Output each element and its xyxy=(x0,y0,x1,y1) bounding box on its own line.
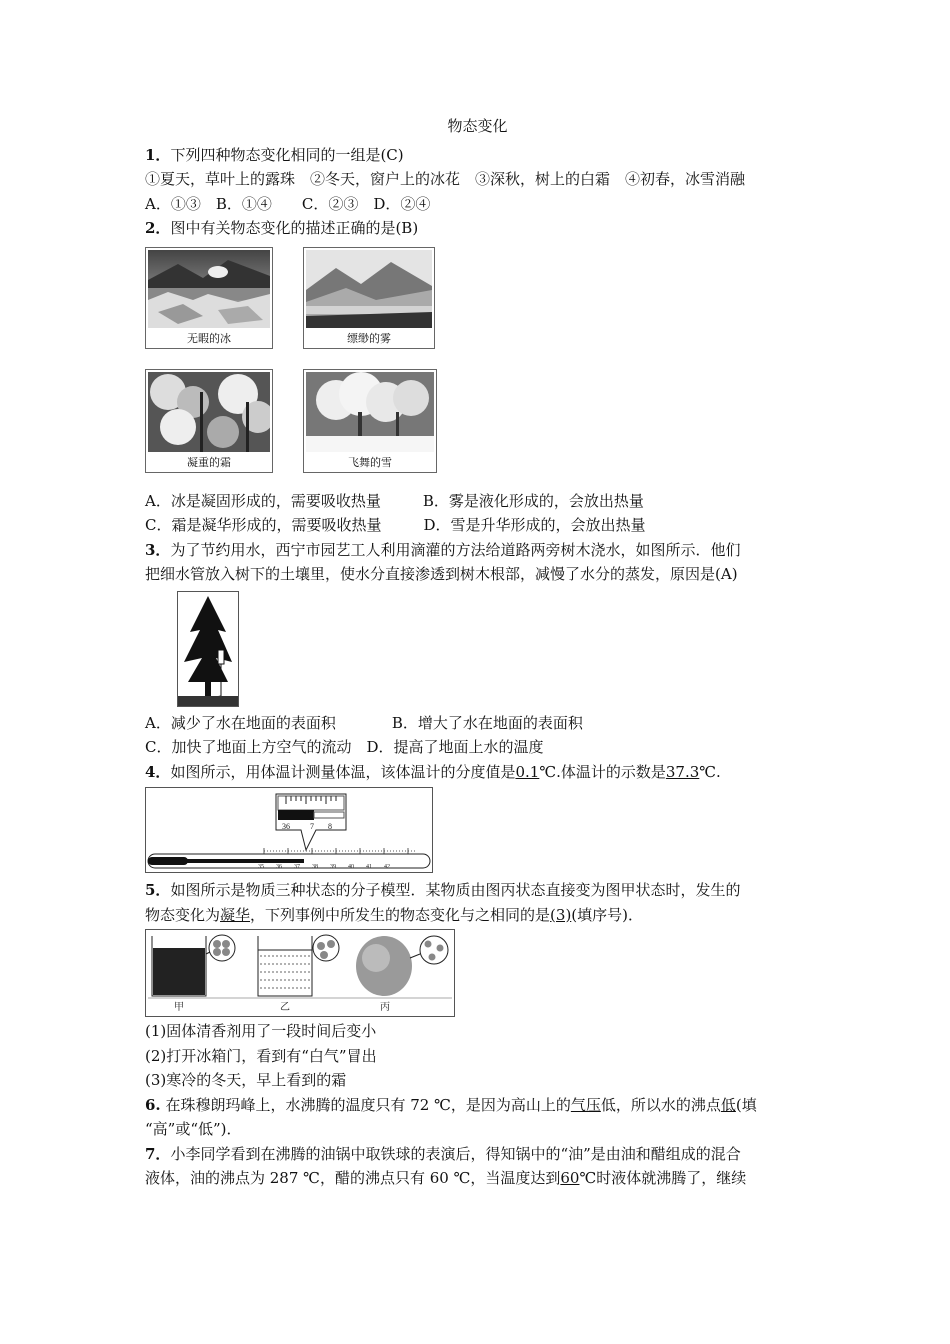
q4-text-mid: ℃.体温计的示数是 xyxy=(539,762,666,781)
q3-options-cd: C．加快了地面上方空气的流动 D．提高了地面上水的温度 xyxy=(145,738,544,756)
q2-option-c: C．霜是凝华形成的，需要吸收热量 xyxy=(145,516,382,534)
q2-option-d: D．雪是升华形成的，会放出热量 xyxy=(423,516,646,534)
q4-stem xyxy=(145,760,810,785)
label-jia: 甲 xyxy=(174,1002,184,1013)
q6-text-post: (填 xyxy=(735,1095,757,1114)
page-title: 物态变化 xyxy=(447,117,508,135)
tree-image xyxy=(178,592,238,706)
q2-options-ab xyxy=(145,489,810,514)
q6-stem-1 xyxy=(145,1093,810,1118)
q1-items: ①夏天，草叶上的露珠 ②冬天，窗户上的冰花 ③深秋，树上的白霜 ④初春，冰雪消融 xyxy=(145,170,746,188)
q3-option-b: B．增大了水在地面的表面积 xyxy=(391,713,583,732)
q3-option-a: A．减少了水在地面的表面积 xyxy=(145,713,336,732)
q3-line1: 为了节约用水，西宁市园艺工人利用滴灌的方法给道路两旁树木浇水，如图所示．他们 xyxy=(170,540,741,559)
q5-stem-2 xyxy=(145,903,810,928)
q2-question: 图中有关物态变化的描述正确的是(B) xyxy=(170,219,419,237)
q5-item-2: (2)打开冰箱门，看到有“白气”冒出 xyxy=(145,1046,377,1065)
q1-stem xyxy=(145,143,810,168)
photo-ice xyxy=(145,247,273,349)
q7-answer-temp: 60 xyxy=(560,1169,580,1187)
molecule-model-diagram xyxy=(145,929,455,1017)
q6-line2: “高”或“低”)． xyxy=(145,1120,242,1138)
q5-text-post: (填序号)． xyxy=(571,905,644,924)
label-yi: 乙 xyxy=(280,1002,290,1013)
q4-text-post: ℃. xyxy=(699,762,721,781)
photo-frost xyxy=(145,369,273,473)
fog-image xyxy=(306,250,432,328)
q3-line2: 把细水管放入树下的土壤里，使水分直接渗透到树木根部，减慢了水分的蒸发，原因是(A) xyxy=(145,565,738,583)
caption-snow: 飞舞的雪 xyxy=(348,455,392,469)
zoom-tick-36: 36 xyxy=(282,822,290,831)
q5-stem-1 xyxy=(145,878,810,903)
q2-number: 2． xyxy=(145,219,171,237)
scale-tick-37: 37 xyxy=(294,864,300,870)
scale-tick-41: 41 xyxy=(366,864,372,870)
q5-figure xyxy=(145,927,810,1019)
q6-text-mid: 低，所以水的沸点 xyxy=(600,1095,721,1114)
q6-text-pre: 在珠穆朗玛峰上，水沸腾的温度只有 72 ℃，是因为高山上的 xyxy=(160,1095,571,1114)
q2-options-cd xyxy=(145,513,810,538)
scale-tick-40: 40 xyxy=(348,864,354,870)
scale-tick-35: 35 xyxy=(258,864,264,870)
q1-question: 下列四种物态变化相同的一组是(C) xyxy=(170,145,404,164)
scale-tick-42: 42 xyxy=(384,864,390,870)
tree-drip-diagram xyxy=(177,591,239,707)
zoom-tick-7: 7 xyxy=(310,822,314,831)
q4-answer-reading: 37.3 xyxy=(665,762,700,781)
caption-frost: 凝重的霜 xyxy=(187,455,231,469)
q3-options-ab xyxy=(145,711,810,736)
caption-fog: 缥缈的雾 xyxy=(347,331,391,345)
photo-fog xyxy=(303,247,435,349)
scale-tick-38: 38 xyxy=(312,864,318,870)
caption-ice: 无暇的冰 xyxy=(187,331,231,345)
molecule-image xyxy=(146,930,454,1016)
q2-stem xyxy=(145,216,810,241)
q5-number: 5． xyxy=(145,881,171,899)
thermometer-diagram xyxy=(145,787,433,873)
q5-text-pre: 物态变化为 xyxy=(145,905,221,924)
q4-text-pre: 如图所示，用体温计测量体温，该体温计的分度值是 xyxy=(170,762,516,781)
q7-stem-2 xyxy=(145,1166,810,1191)
q3-number: 3． xyxy=(145,540,171,559)
q2-option-a: A．冰是凝固形成的，需要吸收热量 xyxy=(145,491,381,510)
q6-answer-pressure: 气压 xyxy=(570,1095,601,1114)
q5-item-1: (1)固体清香剂用了一段时间后变小 xyxy=(145,1022,377,1040)
q7-text-pre: 液体，油的沸点为 287 ℃，醋的沸点只有 60 ℃，当温度达到 xyxy=(145,1169,561,1187)
q3-figure xyxy=(145,587,810,711)
q2-option-b: B．雾是液化形成的，会放出热量 xyxy=(422,491,644,510)
label-bing: 丙 xyxy=(380,1002,390,1013)
q3-stem-1 xyxy=(145,538,810,563)
worksheet xyxy=(145,112,810,1191)
snow-image xyxy=(306,372,434,452)
thermometer-image xyxy=(146,788,432,872)
photo-snow xyxy=(303,369,437,473)
q5-item-3: (3)寒冷的冬天，早上看到的霜 xyxy=(145,1071,347,1089)
q7-line1: 小李同学看到在沸腾的油锅中取铁球的表演后，得知锅中的“油”是由油和醋组成的混合 xyxy=(170,1144,741,1163)
q5-answer-process: 凝华 xyxy=(220,905,251,924)
q6-number: 6. xyxy=(145,1095,161,1114)
frost-image xyxy=(148,372,270,452)
q7-number: 7． xyxy=(145,1144,171,1163)
q1-number: 1． xyxy=(145,145,171,164)
q4-number: 4． xyxy=(145,762,171,781)
q5-line1: 如图所示是物质三种状态的分子模型．某物质由图丙状态直接变为图甲状态时，发生的 xyxy=(170,881,741,899)
q7-stem-1 xyxy=(145,1142,810,1167)
zoom-tick-8: 8 xyxy=(328,822,332,831)
ice-image xyxy=(148,250,270,328)
q7-text-post: ℃时液体就沸腾了，继续 xyxy=(579,1169,747,1187)
q5-answer-item: (3) xyxy=(550,905,572,924)
q2-figure xyxy=(145,241,810,489)
q4-answer-division: 0.1 xyxy=(515,762,540,781)
q5-text-mid: ，下列事例中所发生的物态变化与之相同的是 xyxy=(250,905,551,924)
q1-options: A．①③ B．①④ C．②③ D．②④ xyxy=(145,194,431,213)
q6-answer-boiling: 低 xyxy=(720,1095,736,1114)
scale-tick-39: 39 xyxy=(330,864,336,870)
scale-tick-36: 36 xyxy=(276,864,282,870)
q4-figure xyxy=(145,784,810,878)
